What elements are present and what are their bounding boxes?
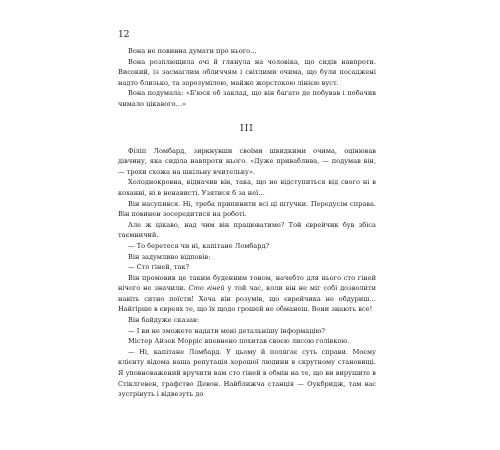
- paragraph: Але ж цікаво, над чим він працюватиме? Той єврейчик був збіса таємничий.: [118, 220, 376, 240]
- chapter-heading: III: [240, 123, 254, 134]
- paragraph: Філіп Ломбард, зиркнувши своїми швидкими очима, оцінював дівчину, яка сиділа навпроти нього. «Дуже приваблива, — подумав він, — трохи схожа на шкільну вчительку».: [118, 146, 376, 176]
- emphasis-text: Сто гіней: [188, 284, 225, 293]
- text-block: [118, 46, 376, 400]
- page-number: 12: [118, 30, 130, 40]
- paragraph-text: Він промовив це таким буденним тоном, начебто для нього сто гіней нічого не значили.: [118, 273, 376, 293]
- paragraph: Вона розплющила очі й глянула на чоловіка, що сидів навпроти. Високий, із засмаглим обличчям і світлими очима, що були посаджені надто близько, та зарозумілою, майже жорстокою лінією вуст.: [118, 57, 376, 87]
- dialogue-line: — І ви не зможете надати мені детальнішу інформацію?: [128, 326, 325, 335]
- dialogue-line: — То беретеся чи ні, капітане Ломбард?: [128, 241, 270, 250]
- paragraph: Він насупився. Ні, треба припинити всі ці штучки. Передусім справа. Він повинен зосередитися на роботі.: [118, 199, 376, 219]
- paragraph-text: у той час, коли він не міг собі дозволити навіть ситно поїсти! Хоча він розумів, що єврейчика не обдуриш… Найгірше в євреях те, що їх щодо грошей не обманеш. Вони знають все!: [118, 284, 376, 314]
- paragraph: Він задумливо відповів:: [128, 252, 211, 261]
- paragraph: Вона подумала: «Б'юся об заклад, що він багато де побував і побачив чимало цікавого…»: [118, 89, 376, 108]
- paragraph: Холоднокровна, відначив він, така, що не відступиться від свого ні в коханні, ні в ненависті. Узятися б за неї…: [118, 178, 376, 197]
- dialogue-line: — Сто гіней, так?: [128, 263, 190, 272]
- dialogue-line: — Ні, капітане Ломбард. У цьому й полягає суть справи. Моєму клієнту відома ваша репутація хорошої людини в скрутному становищі. Я уповноважений вручити вам сто гіней в обмін на те, що ви вирушите в Стіклгевен, графство Девон. Найближча станція — Оукбридж, там вас зустрінуть і відвезуть до: [118, 347, 376, 399]
- paragraph: Він байдуже сказав:: [128, 316, 199, 325]
- paragraph: Вона не повинна думати про нього…: [128, 47, 257, 55]
- paragraph: [118, 273, 376, 315]
- paragraph: Містер Айзек Морріс впевнено похитав своєю лисою голівкою.: [128, 337, 350, 346]
